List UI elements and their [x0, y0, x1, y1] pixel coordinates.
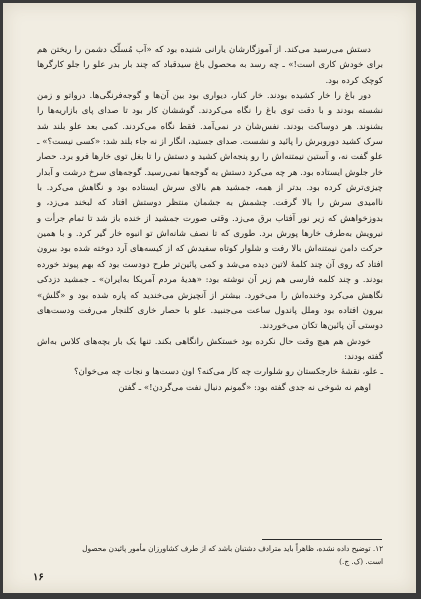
paragraph-1: دستش می‌رسید می‌کند. از آموزگارشان یارانی شنیده بود که «آب مُسلّک دشمن را ریختن هم برای خودش کاری است!» ـ چه رسد به محصول باغ سیدقباد که چند بار بدر علو را جلو کارگرها کوچک کرده بود. — [37, 45, 383, 86]
paragraph-2: دور باغ را خار کشیده بودند. خار کنار، دیواری بود بین آن‌ها و گوجه‌فرنگی‌ها. درواتو و زمن نشسته بودند و با دقت توی باغ را نگاه می‌کردند. گوششان کار بود تا صدای پای بازاریه‌ها را بشنوند. هر دوساکت بودند. نفس‌شان در نمی‌آمد. فقط نگاه می‌کردند. کمی بعد علو بلند شد سرک کشید دوروبرش را پائید و نشست. صدای جستید، انگار از نه جاء بلند شد: «کسی نیست؟» ـ علو گفت نه، و آستین نیمتنه‌اش را رو پنجه‌اش کشید و دستش را تا بغل توی خارها فرو برد. حصار خار جلوش ایستاده بود. هر چه می‌کرد دستش به گوجه‌ها نمی‌رسید. گوجه‌های سرخ درشت و آبدار چیزی‌ترش کرده بود. بدتر از همه، جمشید هم بالای سرش ایستاده بود و نگاهش می‌کرد. با ناامیدی سرش را بالا گرفت. چشمش به جشمان منتظر دوستش افتاد که لبخند می‌زد، و بدوزخواهش که زیر نور آفتاب برق می‌زد. وقتی صورت جمشید از خنده باز شد تا تمام جرأت و نیرویش به‌طرف خارها پورش برد. طوری که تا نصف شانه‌اش تو انبوه خار گیر کرد. و با همین حرکت دامن نیمتنه‌اش بالا رفت و شلوار کوتاه سفیدش که از کیسه‌های آرد دوخته شده بود بیرون افتاد که روی آن چند کلمهٔ لاتین دیده می‌شد و کمی پائین‌تر طرح دودست بود که بهم پیوند خورده بودند. و چند کلمه فارسی هم زیر آن نوشته بود: «هدیهٔ مردم آمریکا به‌ایران» ـ جمشید دزدکی نگاهش می‌کرد وخنده‌اش را می‌خورد. بیشتر از آنچیزش می‌خندید که پاره شده بود و «گلش» بیرون افتاده بود وملل پاندول ساعت می‌جنبید. علو با حصار خاری کلنجار می‌رفت ودست‌های دوستی آن پائین‌ها تکان می‌خوردند. — [37, 91, 383, 332]
paragraph-4: اوهم نه شوخی نه جدی گفته بود: «گمونم دنبال نفت می‌گردن!» ـ گفتن — [118, 382, 371, 393]
footnote: ١٢. توضیح داده نشده، ظاهراً باید مترادف دشتبان باشد که از طرف کشاورزان مأمور پائیدن محصول است. (ک. ج.) — [82, 544, 383, 566]
book-page — [3, 3, 416, 593]
dialogue-line: ـ علو، نقشهٔ خارجکستان رو شلوارت چه کار می‌کنه؟ اون دست‌ها و نجات چه می‌خوان؟ — [73, 367, 383, 378]
paragraph-3: خودش هم هیچ وقت حال نکرده بود خستکش رانگاهی بکند. تنها یک بار بچه‌های کلاس به‌اش گفته بودند: — [37, 336, 383, 362]
footnote-divider — [262, 539, 382, 540]
page-number: ١۶ — [33, 572, 44, 583]
body-text — [37, 43, 383, 396]
